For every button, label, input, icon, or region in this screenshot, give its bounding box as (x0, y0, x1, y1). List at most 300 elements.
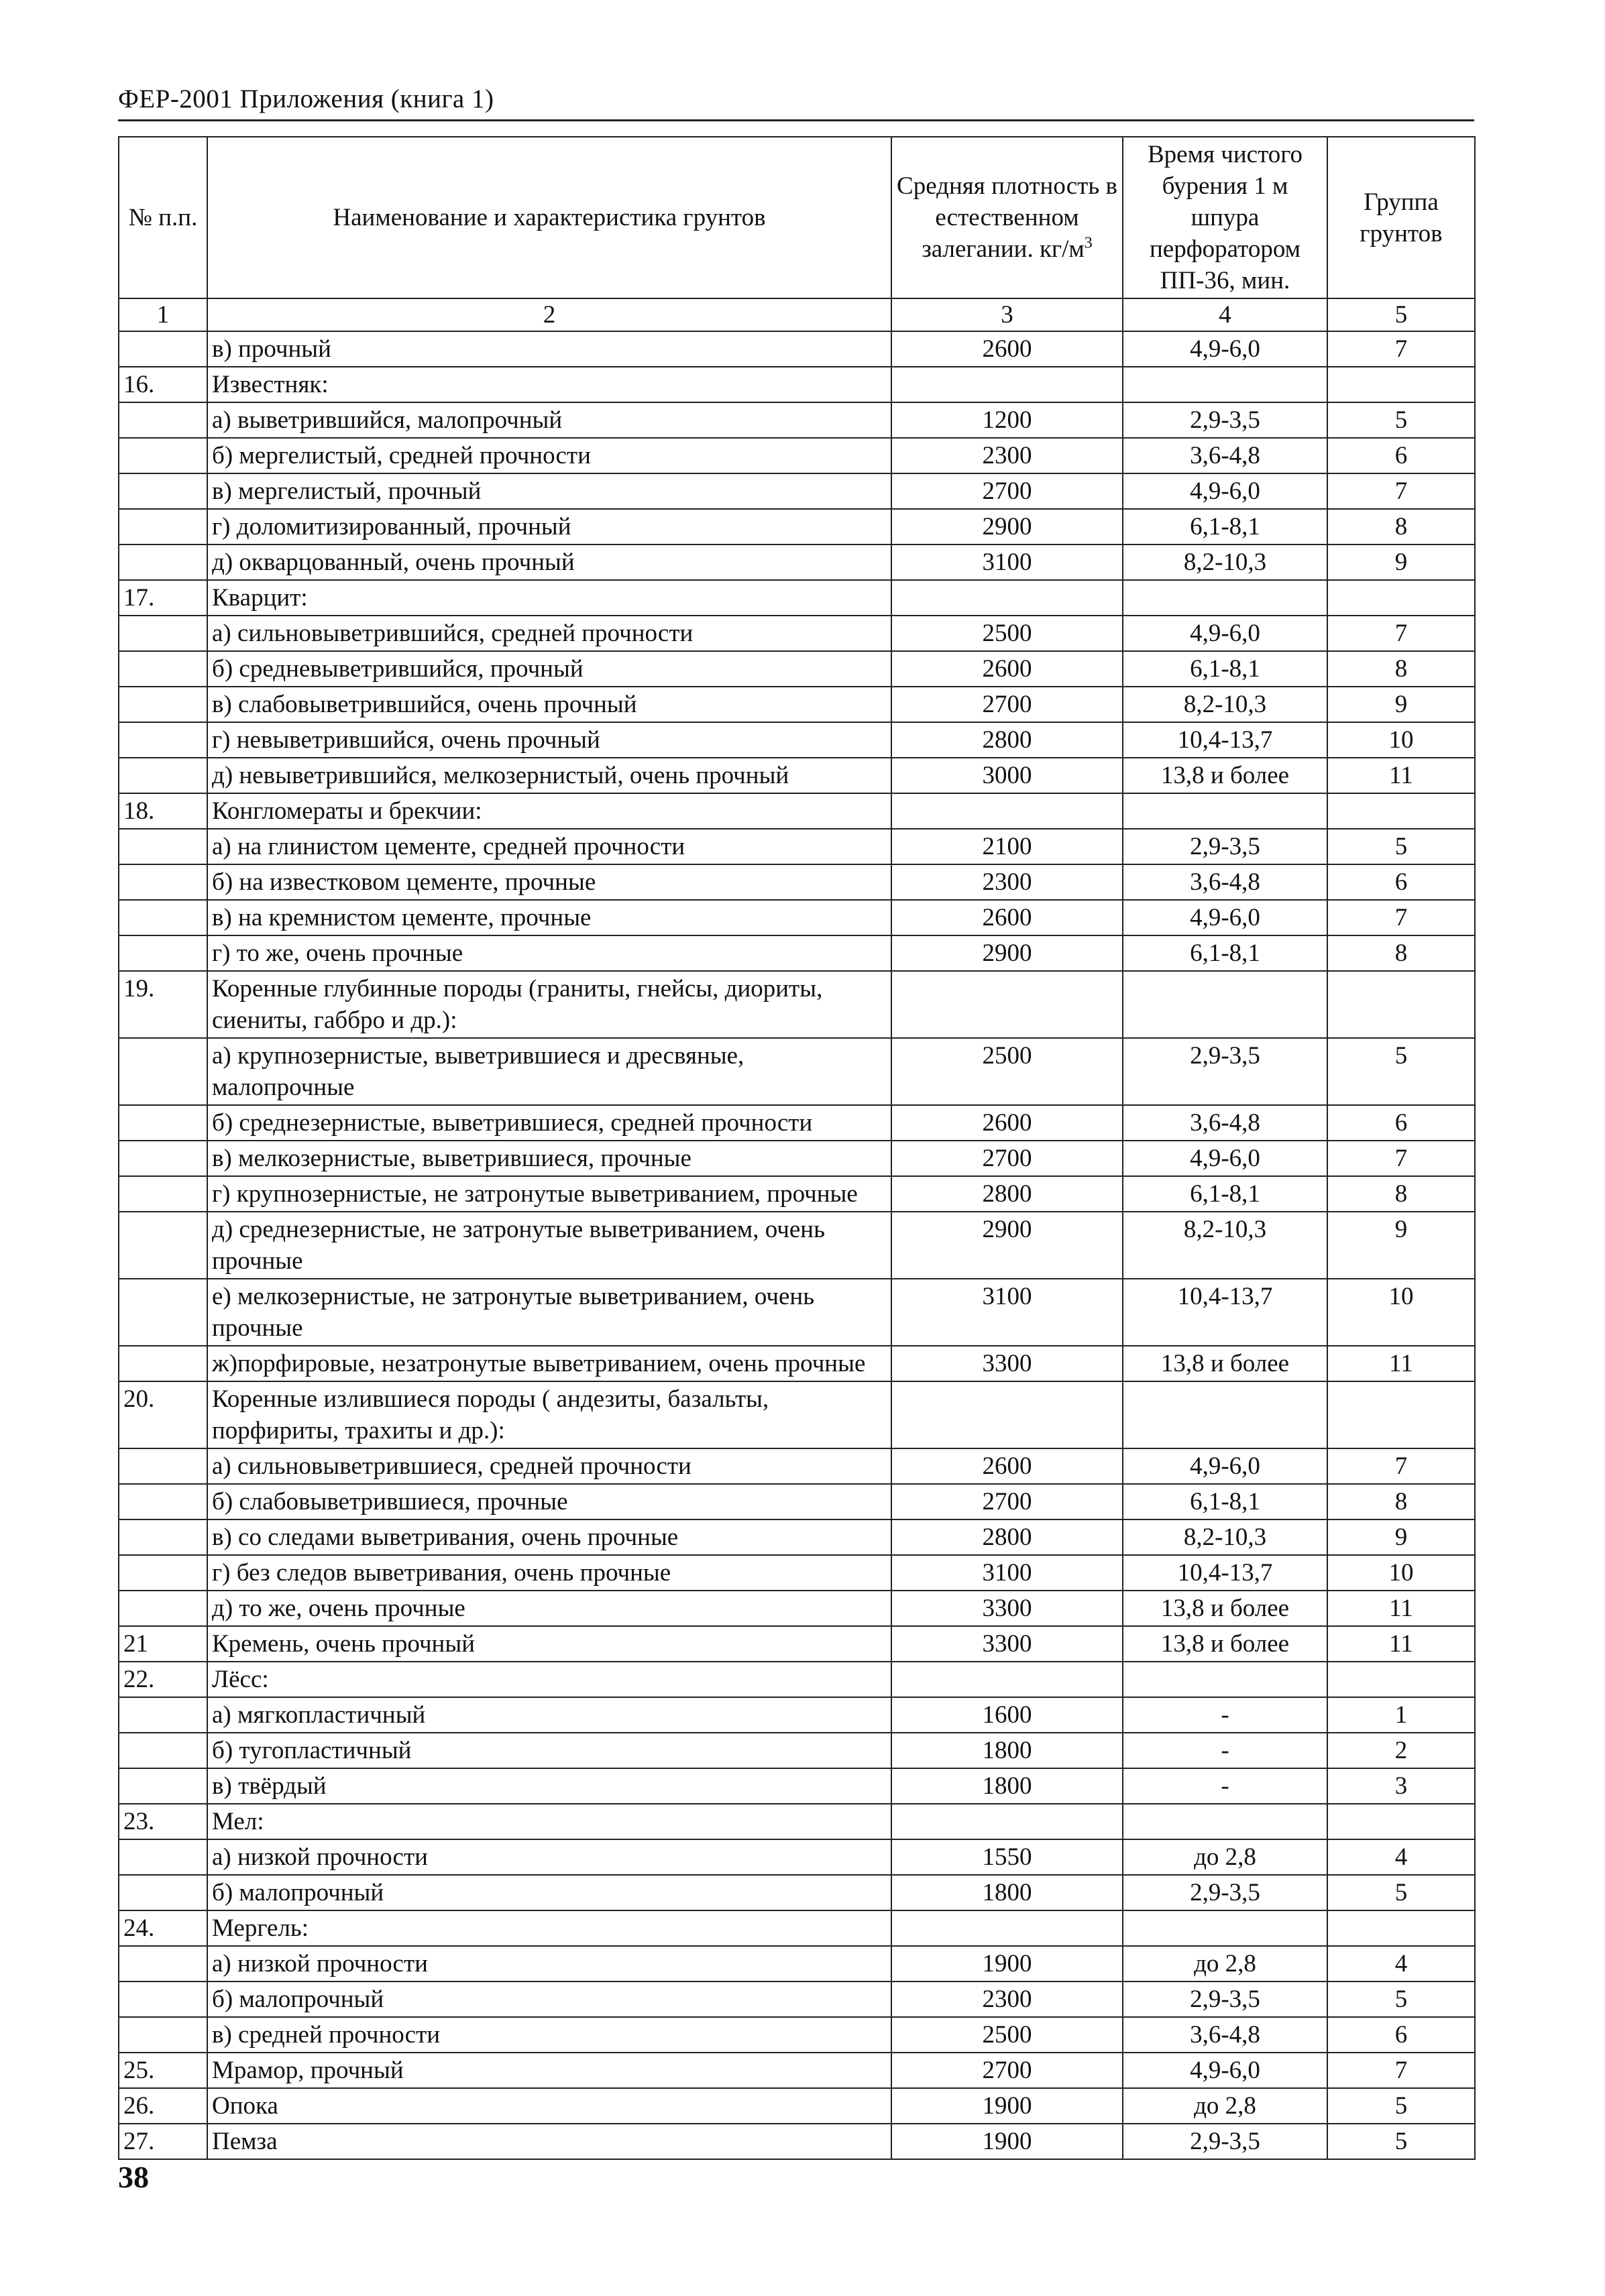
row-name: а) мягкопластичный (207, 1697, 891, 1733)
table-row (119, 367, 1475, 402)
row-group: 11 (1327, 1591, 1475, 1626)
row-drill-time: 4,9-6,0 (1123, 1141, 1327, 1176)
row-drill-time (1123, 1910, 1327, 1946)
row-number (119, 1555, 207, 1591)
row-density: 2700 (891, 1484, 1123, 1519)
row-name: б) слабовыветрившиеся, прочные (207, 1484, 891, 1519)
table-row (119, 1804, 1475, 1839)
table-row (119, 1555, 1475, 1591)
row-name: а) сильновыветрившиеся, средней прочности (207, 1448, 891, 1484)
row-density: 2600 (891, 1105, 1123, 1141)
row-name: а) на глинистом цементе, средней прочности (207, 829, 891, 864)
row-density: 2300 (891, 1982, 1123, 2017)
row-number: 24. (119, 1910, 207, 1946)
row-name: а) низкой прочности (207, 1946, 891, 1982)
row-drill-time: - (1123, 1768, 1327, 1804)
table-row (119, 1768, 1475, 1804)
row-name: б) малопрочный (207, 1875, 891, 1910)
row-name: в) мергелистый, прочный (207, 473, 891, 509)
row-drill-time: 3,6-4,8 (1123, 438, 1327, 473)
row-name: Кремень, очень прочный (207, 1626, 891, 1662)
row-group (1327, 971, 1475, 1038)
row-group: 10 (1327, 722, 1475, 758)
row-number (119, 1279, 207, 1346)
row-group (1327, 1381, 1475, 1448)
row-density (891, 971, 1123, 1038)
row-drill-time: 6,1-8,1 (1123, 651, 1327, 687)
row-drill-time: 6,1-8,1 (1123, 509, 1327, 544)
row-number (119, 331, 207, 367)
table-row (119, 829, 1475, 864)
row-group: 8 (1327, 1484, 1475, 1519)
row-density: 3000 (891, 758, 1123, 793)
row-drill-time: 8,2-10,3 (1123, 544, 1327, 580)
row-group (1327, 367, 1475, 402)
row-drill-time: 2,9-3,5 (1123, 829, 1327, 864)
row-group: 5 (1327, 2088, 1475, 2124)
table-row (119, 1141, 1475, 1176)
row-drill-time: 8,2-10,3 (1123, 687, 1327, 722)
row-name: г) без следов выветривания, очень прочные (207, 1555, 891, 1591)
row-name: г) доломитизированный, прочный (207, 509, 891, 544)
row-density: 3300 (891, 1346, 1123, 1381)
col-header-group: Группа грунтов (1327, 137, 1475, 298)
row-number (119, 758, 207, 793)
row-drill-time: 4,9-6,0 (1123, 616, 1327, 651)
row-drill-time: 4,9-6,0 (1123, 473, 1327, 509)
row-group: 4 (1327, 1946, 1475, 1982)
row-density: 2700 (891, 1141, 1123, 1176)
row-number (119, 1875, 207, 1910)
row-group: 5 (1327, 1875, 1475, 1910)
table-row (119, 793, 1475, 829)
row-group: 8 (1327, 935, 1475, 971)
row-drill-time (1123, 367, 1327, 402)
row-density: 2700 (891, 473, 1123, 509)
row-name: в) прочный (207, 331, 891, 367)
row-number (119, 1038, 207, 1105)
row-density: 2100 (891, 829, 1123, 864)
row-number: 27. (119, 2124, 207, 2159)
row-density (891, 1910, 1123, 1946)
table-body (119, 331, 1475, 2159)
table-row (119, 1733, 1475, 1768)
row-group: 5 (1327, 829, 1475, 864)
page-number: 38 (118, 2160, 149, 2194)
row-group: 4 (1327, 1839, 1475, 1875)
row-density: 2300 (891, 864, 1123, 900)
row-density: 2600 (891, 1448, 1123, 1484)
row-group: 1 (1327, 1697, 1475, 1733)
row-drill-time: 4,9-6,0 (1123, 2053, 1327, 2088)
row-number (119, 864, 207, 900)
row-drill-time: до 2,8 (1123, 2088, 1327, 2124)
row-name: в) на кремнистом цементе, прочные (207, 900, 891, 935)
row-density: 2600 (891, 651, 1123, 687)
row-drill-time (1123, 793, 1327, 829)
row-number: 21 (119, 1626, 207, 1662)
row-density: 3100 (891, 1279, 1123, 1346)
row-density: 2800 (891, 1519, 1123, 1555)
table-row (119, 1519, 1475, 1555)
row-number (119, 2017, 207, 2053)
table-row (119, 1105, 1475, 1141)
table-row (119, 1982, 1475, 2017)
row-name: Лёсс: (207, 1662, 891, 1697)
index-cell: 5 (1327, 298, 1475, 331)
row-group: 9 (1327, 687, 1475, 722)
row-name: Кварцит: (207, 580, 891, 616)
row-name: Пемза (207, 2124, 891, 2159)
row-number (119, 1105, 207, 1141)
row-number (119, 1448, 207, 1484)
row-group (1327, 1910, 1475, 1946)
row-density (891, 1804, 1123, 1839)
row-drill-time (1123, 1381, 1327, 1448)
row-density: 2800 (891, 722, 1123, 758)
table-index-row (119, 298, 1475, 331)
row-name: д) то же, очень прочные (207, 1591, 891, 1626)
row-density: 1900 (891, 2088, 1123, 2124)
row-group: 11 (1327, 1626, 1475, 1662)
row-name: а) выветрившийся, малопрочный (207, 402, 891, 438)
row-drill-time: 3,6-4,8 (1123, 1105, 1327, 1141)
row-number: 17. (119, 580, 207, 616)
row-group: 5 (1327, 1982, 1475, 2017)
row-drill-time: 6,1-8,1 (1123, 1176, 1327, 1212)
row-drill-time: 10,4-13,7 (1123, 1555, 1327, 1591)
row-name: г) то же, очень прочные (207, 935, 891, 971)
row-number (119, 935, 207, 971)
row-drill-time: до 2,8 (1123, 1839, 1327, 1875)
row-drill-time: - (1123, 1697, 1327, 1733)
row-name: Мергель: (207, 1910, 891, 1946)
row-group: 7 (1327, 900, 1475, 935)
row-number: 25. (119, 2053, 207, 2088)
row-number (119, 651, 207, 687)
row-number (119, 616, 207, 651)
row-density: 2700 (891, 2053, 1123, 2088)
table-row (119, 331, 1475, 367)
row-name: д) среднезернистые, не затронутые выветриванием, очень прочные (207, 1212, 891, 1279)
row-drill-time: 10,4-13,7 (1123, 722, 1327, 758)
row-drill-time: 2,9-3,5 (1123, 1038, 1327, 1105)
row-density: 1800 (891, 1875, 1123, 1910)
row-name: б) малопрочный (207, 1982, 891, 2017)
row-group: 7 (1327, 473, 1475, 509)
row-name: Мрамор, прочный (207, 2053, 891, 2088)
row-number (119, 1733, 207, 1768)
row-density: 3100 (891, 1555, 1123, 1591)
row-group: 11 (1327, 758, 1475, 793)
index-cell: 1 (119, 298, 207, 331)
row-group: 9 (1327, 544, 1475, 580)
row-name: в) средней прочности (207, 2017, 891, 2053)
row-number: 16. (119, 367, 207, 402)
row-name: Мел: (207, 1804, 891, 1839)
index-cell: 3 (891, 298, 1123, 331)
row-number (119, 1212, 207, 1279)
row-group: 6 (1327, 2017, 1475, 2053)
row-drill-time: 3,6-4,8 (1123, 2017, 1327, 2053)
row-name: б) средневыветрившийся, прочный (207, 651, 891, 687)
row-drill-time: 2,9-3,5 (1123, 402, 1327, 438)
table-row (119, 651, 1475, 687)
row-density: 2500 (891, 616, 1123, 651)
row-number (119, 1519, 207, 1555)
row-number: 19. (119, 971, 207, 1038)
row-name: в) мелкозернистые, выветрившиеся, прочные (207, 1141, 891, 1176)
row-group: 6 (1327, 864, 1475, 900)
table-row (119, 580, 1475, 616)
table-row (119, 1279, 1475, 1346)
soil-table (118, 136, 1476, 2160)
row-density (891, 580, 1123, 616)
row-drill-time (1123, 1804, 1327, 1839)
row-number (119, 473, 207, 509)
row-group: 7 (1327, 616, 1475, 651)
row-number (119, 1982, 207, 2017)
row-density: 1900 (891, 2124, 1123, 2159)
row-name: д) окварцованный, очень прочный (207, 544, 891, 580)
row-name: Опока (207, 2088, 891, 2124)
index-cell: 2 (207, 298, 891, 331)
row-number (119, 1697, 207, 1733)
row-number (119, 829, 207, 864)
row-name: в) со следами выветривания, очень прочные (207, 1519, 891, 1555)
row-group (1327, 580, 1475, 616)
table-row (119, 473, 1475, 509)
table-row (119, 722, 1475, 758)
row-density: 1200 (891, 402, 1123, 438)
row-number (119, 1946, 207, 1982)
row-number (119, 1591, 207, 1626)
table-row (119, 1875, 1475, 1910)
table-row (119, 616, 1475, 651)
table-row (119, 971, 1475, 1038)
row-name: Конгломераты и брекчии: (207, 793, 891, 829)
row-number (119, 1768, 207, 1804)
row-number (119, 438, 207, 473)
row-density: 1800 (891, 1733, 1123, 1768)
row-drill-time: 2,9-3,5 (1123, 1875, 1327, 1910)
row-number: 26. (119, 2088, 207, 2124)
table-row (119, 1662, 1475, 1697)
row-density: 2700 (891, 687, 1123, 722)
row-density: 2600 (891, 900, 1123, 935)
row-number: 23. (119, 1804, 207, 1839)
table-row (119, 1212, 1475, 1279)
row-drill-time: 8,2-10,3 (1123, 1212, 1327, 1279)
row-drill-time (1123, 580, 1327, 616)
row-group: 11 (1327, 1346, 1475, 1381)
table-row (119, 935, 1475, 971)
row-group: 5 (1327, 402, 1475, 438)
table-row (119, 1484, 1475, 1519)
row-name: в) слабовыветрившийся, очень прочный (207, 687, 891, 722)
row-group (1327, 793, 1475, 829)
row-density: 2500 (891, 1038, 1123, 1105)
row-number (119, 687, 207, 722)
table-row (119, 438, 1475, 473)
col-header-density-text: Средняя плотность в естественном залегании. кг/м (897, 172, 1117, 263)
row-name: в) твёрдый (207, 1768, 891, 1804)
col-header-density-sup: 3 (1084, 234, 1093, 252)
row-density: 2500 (891, 2017, 1123, 2053)
table-row (119, 1591, 1475, 1626)
row-number (119, 1484, 207, 1519)
table-row (119, 402, 1475, 438)
row-number: 20. (119, 1381, 207, 1448)
row-group: 6 (1327, 1105, 1475, 1141)
row-density: 1900 (891, 1946, 1123, 1982)
row-density: 3300 (891, 1626, 1123, 1662)
row-drill-time (1123, 971, 1327, 1038)
table-row (119, 2017, 1475, 2053)
row-drill-time: 4,9-6,0 (1123, 900, 1327, 935)
col-header-num: № п.п. (119, 137, 207, 298)
table-row (119, 864, 1475, 900)
row-drill-time: 2,9-3,5 (1123, 2124, 1327, 2159)
row-drill-time (1123, 1662, 1327, 1697)
row-group: 10 (1327, 1555, 1475, 1591)
row-number (119, 402, 207, 438)
row-number: 18. (119, 793, 207, 829)
table-row (119, 2053, 1475, 2088)
row-drill-time: 10,4-13,7 (1123, 1279, 1327, 1346)
row-density: 1600 (891, 1697, 1123, 1733)
row-number (119, 509, 207, 544)
table-row (119, 900, 1475, 935)
row-number (119, 1839, 207, 1875)
table-row (119, 1038, 1475, 1105)
table-row (119, 1946, 1475, 1982)
table-row (119, 544, 1475, 580)
row-number (119, 544, 207, 580)
table-row (119, 687, 1475, 722)
row-drill-time: до 2,8 (1123, 1946, 1327, 1982)
table-row (119, 2124, 1475, 2159)
table-row (119, 1381, 1475, 1448)
row-name: ж)порфировые, незатронутые выветриванием, очень прочные (207, 1346, 891, 1381)
row-density: 2600 (891, 331, 1123, 367)
row-number: 22. (119, 1662, 207, 1697)
row-density: 3300 (891, 1591, 1123, 1626)
row-name: е) мелкозернистые, не затронутые выветриванием, очень прочные (207, 1279, 891, 1346)
row-density (891, 1381, 1123, 1448)
row-drill-time: 3,6-4,8 (1123, 864, 1327, 900)
table-row (119, 1910, 1475, 1946)
row-group: 9 (1327, 1212, 1475, 1279)
row-group: 7 (1327, 1141, 1475, 1176)
header-rule (118, 119, 1474, 121)
row-group: 3 (1327, 1768, 1475, 1804)
table-row (119, 1176, 1475, 1212)
col-header-time: Время чистого бурения 1 м шпура перфоратором ПП-36, мин. (1123, 137, 1327, 298)
row-drill-time: 6,1-8,1 (1123, 935, 1327, 971)
row-group: 5 (1327, 1038, 1475, 1105)
row-density (891, 367, 1123, 402)
row-name: б) мергелистый, средней прочности (207, 438, 891, 473)
row-group: 8 (1327, 509, 1475, 544)
row-number (119, 1141, 207, 1176)
row-name: б) тугопластичный (207, 1733, 891, 1768)
row-number (119, 1176, 207, 1212)
row-density (891, 793, 1123, 829)
col-header-name: Наименование и характеристика грунтов (207, 137, 891, 298)
row-drill-time: 4,9-6,0 (1123, 1448, 1327, 1484)
table-row (119, 1839, 1475, 1875)
row-group: 7 (1327, 1448, 1475, 1484)
table-row (119, 1697, 1475, 1733)
row-group: 8 (1327, 651, 1475, 687)
row-drill-time: 13,8 и более (1123, 758, 1327, 793)
row-number (119, 1346, 207, 1381)
row-density: 2900 (891, 935, 1123, 971)
table-row (119, 1346, 1475, 1381)
row-density: 2900 (891, 509, 1123, 544)
row-name: д) невыветрившийся, мелкозернистый, очень прочный (207, 758, 891, 793)
table-row (119, 758, 1475, 793)
row-density: 1550 (891, 1839, 1123, 1875)
row-drill-time: - (1123, 1733, 1327, 1768)
row-group: 8 (1327, 1176, 1475, 1212)
row-name: Коренные глубинные породы (граниты, гнейсы, диориты, сиениты, габбро и др.): (207, 971, 891, 1038)
row-group (1327, 1804, 1475, 1839)
row-density: 2300 (891, 438, 1123, 473)
row-group: 7 (1327, 2053, 1475, 2088)
row-drill-time: 13,8 и более (1123, 1346, 1327, 1381)
row-density: 2800 (891, 1176, 1123, 1212)
row-drill-time: 8,2-10,3 (1123, 1519, 1327, 1555)
row-group: 9 (1327, 1519, 1475, 1555)
row-density: 1800 (891, 1768, 1123, 1804)
row-drill-time: 13,8 и более (1123, 1591, 1327, 1626)
table-header-row (119, 137, 1475, 298)
row-name: Коренные излившиеся породы ( андезиты, базальты, порфириты, трахиты и др.): (207, 1381, 891, 1448)
row-drill-time: 2,9-3,5 (1123, 1982, 1327, 2017)
row-name: г) крупнозернистые, не затронутые выветриванием, прочные (207, 1176, 891, 1212)
table-row (119, 2088, 1475, 2124)
row-name: а) крупнозернистые, выветрившиеся и дресвяные, малопрочные (207, 1038, 891, 1105)
row-group (1327, 1662, 1475, 1697)
row-name: г) невыветрившийся, очень прочный (207, 722, 891, 758)
row-drill-time: 6,1-8,1 (1123, 1484, 1327, 1519)
running-header: ФЕР-2001 Приложения (книга 1) (118, 84, 494, 113)
row-density: 2900 (891, 1212, 1123, 1279)
table-row (119, 1448, 1475, 1484)
row-name: а) сильновыветрившийся, средней прочности (207, 616, 891, 651)
table-row (119, 1626, 1475, 1662)
row-drill-time: 4,9-6,0 (1123, 331, 1327, 367)
row-group: 5 (1327, 2124, 1475, 2159)
row-group: 10 (1327, 1279, 1475, 1346)
row-group: 2 (1327, 1733, 1475, 1768)
row-name: Известняк: (207, 367, 891, 402)
row-number (119, 722, 207, 758)
row-density (891, 1662, 1123, 1697)
row-name: б) среднезернистые, выветрившиеся, средней прочности (207, 1105, 891, 1141)
row-drill-time: 13,8 и более (1123, 1626, 1327, 1662)
row-name: б) на известковом цементе, прочные (207, 864, 891, 900)
row-density: 3100 (891, 544, 1123, 580)
index-cell: 4 (1123, 298, 1327, 331)
table-row (119, 509, 1475, 544)
row-name: а) низкой прочности (207, 1839, 891, 1875)
row-group: 6 (1327, 438, 1475, 473)
col-header-density (891, 137, 1123, 298)
row-number (119, 900, 207, 935)
